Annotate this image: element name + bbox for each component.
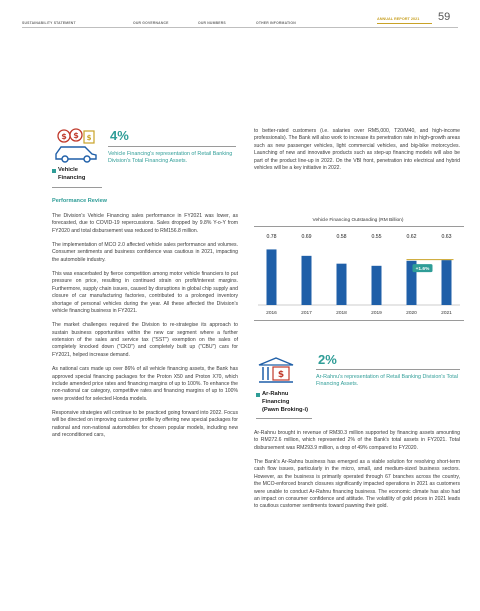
- performance-review-heading: Performance Review: [52, 198, 108, 204]
- nav-other-information[interactable]: OTHER INFORMATION: [256, 21, 296, 25]
- svg-text:$: $: [86, 134, 92, 142]
- vehicle-title-line1: Vehicle: [58, 167, 78, 173]
- tick-label-2019: 2019: [371, 311, 382, 316]
- ar-rahnu-title-line3: (Pawn Broking-i): [262, 407, 309, 413]
- vehicle-financing-bar-chart: [254, 226, 464, 320]
- svg-text:$: $: [73, 131, 79, 140]
- value-label-2020: 0.62: [406, 234, 417, 240]
- paragraph: The implementation of MCO 2.0 affected vehicle sales performance and volumes. Consumer sentiments and business confidence was cautious in 2021, impacting the automobile industry.: [52, 242, 238, 263]
- page-header: [0, 0, 480, 30]
- ar-rahnu-title-divider: [256, 418, 312, 419]
- paragraph: Responsive strategies will continue to be practiced going forward into 2022. Focus will be directed on improving customer profile by offering new special packages for national and non-national automobiles for chosen popular models, including new and reconditioned cars,: [52, 409, 238, 439]
- vehicle-title-line2: Financing: [58, 175, 86, 181]
- paragraph: to better-rated customers (i.e. salaries over RM5,000, T20/M40, and high-income professionals). The Bank will also work to increase its penetration rate in high-growth areas such as new passenger vehicles, light commercial vehicles, and big-bike motorcycles. Launching of new and innovative products such as step-up financing models will also be part of the product line-up in 2022. On the VBI front, penetration into electrical and hybrid vehicles will be a key initiative in 2022.: [254, 128, 460, 172]
- ar-rahnu-percent-description: Ar-Rahnu's representation of Retail Banking Division's Total Financing Assets.: [316, 374, 458, 388]
- chart-title: Vehicle Financing Outstanding (RM Billion): [312, 218, 404, 223]
- annual-report-label: ANNUAL REPORT 2021: [377, 17, 420, 21]
- bar-2016: [267, 249, 277, 305]
- vehicle-title-marker: [52, 169, 56, 173]
- bar-2019: [372, 266, 382, 305]
- left-text-column: [52, 213, 238, 446]
- paragraph: As national cars made up over 86% of all vehicle financing assets, the Bank has approved special financing packages for the Proton X50 and Proton X70, which include amended price rates and financing margins of up to 100%. To enhance the non-national car category, competitive rates and financing margins of up to 100% were provided for selected Honda models.: [52, 366, 238, 402]
- header-divider: [22, 27, 458, 28]
- ar-rahnu-title-marker: [256, 393, 260, 397]
- paragraph: This was exacerbated by fierce competition among motor vehicle financiers to put pressure on price, resulting in continued strain on profit/interest margins. Furthermore, supply chain issues, caused by disruptions in global chip supply and closure of car manufacturing factories, contributed to a prolonged inventory shortage of personal vehicles during the year. All these affected the Division's vehicle financing business in FY2021.: [52, 271, 238, 315]
- nav-our-governance[interactable]: OUR GOVERNANCE: [133, 21, 169, 25]
- growth-annotation: +1.6%: [415, 266, 430, 272]
- bar-2021: [442, 260, 452, 305]
- bar-2018: [337, 264, 347, 305]
- report-accent-bar: [377, 23, 432, 24]
- tick-label-2021: 2021: [441, 311, 452, 316]
- ar-rahnu-title-line1: Ar-Rahnu: [262, 391, 289, 397]
- vehicle-percent: 4%: [110, 128, 129, 143]
- paragraph: The market challenges required the Division to re-strategise its approach to sustain business opportunities within the new car segment where a further extension of the sales and service tax ("SST") exemption on the sales of completely knocked down ("CKD") and completely built up ("CBU") cars for FY2021, helped increase demand.: [52, 322, 238, 358]
- tick-label-2017: 2017: [301, 311, 312, 316]
- car-money-icon: [52, 128, 100, 164]
- value-label-2017: 0.69: [301, 234, 312, 240]
- svg-text:$: $: [277, 370, 285, 380]
- tick-label-2018: 2018: [336, 311, 347, 316]
- bank-building-icon: [256, 356, 296, 386]
- bar-2017: [302, 256, 312, 305]
- vehicle-percent-divider: [108, 146, 236, 147]
- nav-our-numbers[interactable]: OUR NUMBERS: [198, 21, 226, 25]
- paragraph: The Division's Vehicle Financing sales performance in FY2021 was lower, as forecasted, due to COVID-19 repercussions. Sales dropped by 9.8% Y-o-Y from FY2020 and total disbursement was reduced to RM156.8 million.: [52, 213, 238, 234]
- vehicle-percent-description: Vehicle Financing's representation of Retail Banking Division's Total Financing Assets.: [108, 151, 233, 165]
- value-label-2018: 0.58: [336, 234, 347, 240]
- svg-text:$: $: [61, 132, 67, 141]
- value-label-2016: 0.78: [266, 234, 277, 240]
- value-label-2021: 0.63: [441, 234, 452, 240]
- nav-sustainability-statement[interactable]: SUSTAINABILITY STATEMENT: [22, 21, 76, 25]
- right-top-text: [254, 128, 460, 179]
- vehicle-title-divider: [52, 187, 102, 188]
- tick-label-2016: 2016: [266, 311, 277, 316]
- chart-bottom-rule: [254, 320, 464, 321]
- ar-rahnu-title-line2: Financing: [262, 399, 290, 405]
- ar-rahnu-percent-divider: [316, 369, 460, 370]
- paragraph: Ar-Rahnu brought in revenue of RM30.3 million supported by financing assets amounting to RM272.6 million, which represented 2% of the Bank's total assets in FY2021. Total disbursement was RM293.9 million, a drop of 49% compared to FY2020.: [254, 430, 460, 451]
- ar-rahnu-percent: 2%: [318, 352, 337, 367]
- tick-label-2020: 2020: [406, 311, 417, 316]
- page-number: 59: [438, 11, 451, 23]
- value-label-2019: 0.55: [371, 234, 382, 240]
- right-bottom-text: [254, 430, 460, 518]
- paragraph: The Bank's Ar-Rahnu business has emerged as a viable solution for resolving short-term cash flow issues, particularly in the micro, small, and medium-sized business sectors. However, as the business is primarily operated through 67 branches across the country, the MCO-enforced branch closures significantly impacted operations in 2021 as customers were unable to conduct Ar-Rahnu financing business. The economic climate has also had an impact on consumer confidence and attitude. The volatility of gold prices in 2021 leads to cautious customer sentiments toward pawning their gold.: [254, 459, 460, 510]
